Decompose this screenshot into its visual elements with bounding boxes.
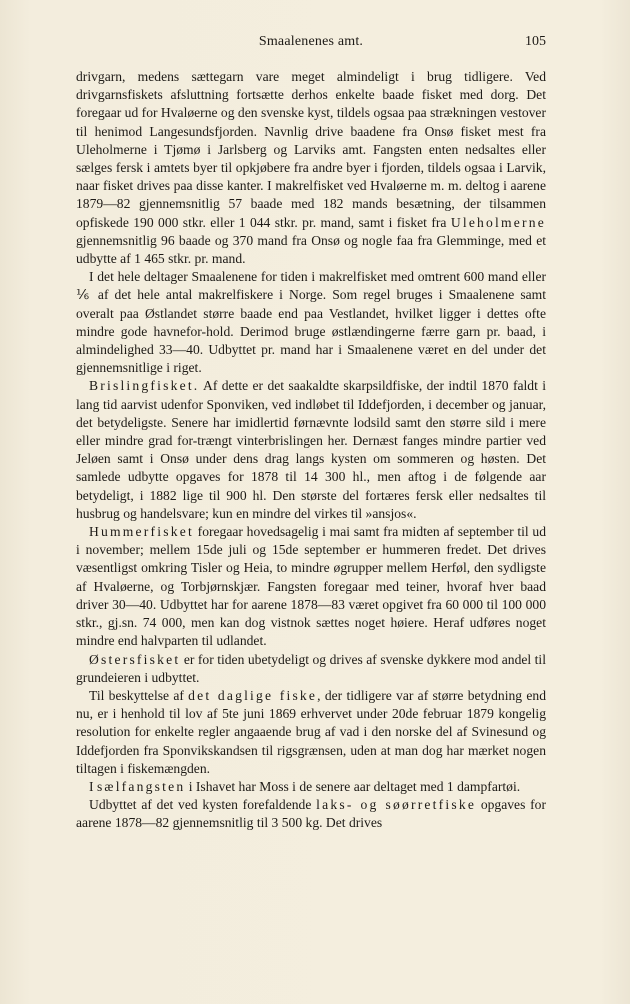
spaced-emphasis: Østersfisket xyxy=(89,651,181,667)
body-text xyxy=(76,68,546,833)
text-run: i Ishavet har Moss i de senere aar deltaget med 1 dampfartøi. xyxy=(185,778,521,794)
spaced-emphasis: Hummerfisket xyxy=(89,524,194,540)
paragraph xyxy=(76,796,546,832)
text-run: gjennemsnitlig 96 baade og 370 mand fra Onsø og nogle faa fra Glemminge, med et udbytte af 1 465 stkr. pr. mand. xyxy=(76,232,546,267)
spaced-emphasis: Brislingfisket. xyxy=(89,378,200,394)
text-run: , der tidligere var af større betydning end nu, er i henhold til lov af 5te juni 1869 erhvervet under 20de februar 1879 kongelig resolution for enkelte regler angaaende brug af vad i den norske del af Svinesund og Iddefjorden fra Sponvikskandsen til rigsgrænsen, uden at man dog har mærket nogen tiltagen i fiskemængden. xyxy=(76,687,546,776)
paragraph xyxy=(76,268,546,377)
paragraph xyxy=(76,687,546,778)
text-run: er for tiden ubetydeligt og drives af svenske dykkere mod andel til grundeieren i udbyttet. xyxy=(76,651,546,685)
spaced-emphasis: Uleholmerne xyxy=(450,214,546,230)
page-header xyxy=(76,34,546,52)
text-run: Af dette er det saakaldte skarpsildfiske, der indtil 1870 faldt i lang tid aarvist udenfor Sponviken, ved indløbet til Iddefjorden, i december og januar, det betydeligste. Senere har imidlertid førnævnte lodsild samt den større sild i mere eller mindre grad for-trængt vinterbrislingen her. Dernæst fanges mindre partier ved Jeløen samt i Onsø under dens drag langs kysten om sommeren og høsten. Det samlede udbytte opgaves for 1878 til 14 300 hl., men aftog i de følgende aar betydeligt, i 1882 lige til 900 hl. Den største del fortæres fersk eller nedsaltes til husbrug og handelsvare; kun en mindre del virkes til »ansjos«. xyxy=(76,378,546,521)
paragraph xyxy=(76,377,546,523)
text-run: drivgarn, medens sættegarn vare meget almindeligt i brug tidligere. Ved drivgarnsfiskets afsluttning fortsætte derhos enkelte baade fisket med dorg. Det foregaar ud for Hvaløerne og den svenske kyst, tildels ogsaa paa strækningen vestover til henimod Langesundsfjorden. Navnlig drive baadene fra Onsø fisket mest fra Uleholmerne i Tjømø i Jarlsberg og Larviks amt. Fangsten enten nedsaltes eller sælges fersk i amtets byer til opkjøbere fra andre byer i fjorden, tildels ogsaa i Larvik, naar fisket drives paa disse kanter. I makrelfisket ved Hvaløerne m. m. deltog i aarene 1879—82 gjennemsnitlig 57 baade med 182 mands besætning, der tilsammen opfiskede 190 000 stkr. eller 1 044 stkr. pr. mand, samt i fisket fra xyxy=(76,69,546,230)
spaced-emphasis: laks- og søørretfiske xyxy=(316,797,477,813)
paragraph xyxy=(76,68,546,268)
running-title: Smaalenenes amt. xyxy=(258,34,364,49)
page-number: 105 xyxy=(525,34,546,49)
spaced-emphasis: det daglige fiske xyxy=(188,687,318,703)
text-run: foregaar hovedsagelig i mai samt fra midten af september til ud i november; mellem 15de juli og 15de september er hummeren fredet. Det drives væsentligst omkring Tisler og Heia, to mindre øgrupper mellem Herføl, den sydligste af Hvaløerne, og Torbjørnskjær. Fangsten foregaar med teiner, hvoraf hver baad driver 30—40. Udbyttet har for aarene 1878—83 været opgivet fra 60 000 til 100 000 stkr., gj.sn. 74 000, men kan dog vistnok sættes noget høiere. Heraf udføres noget mindre end halvparten til udlandet. xyxy=(76,524,546,649)
text-run: opgaves for aarene 1878—82 gjennemsnitlig til 3 500 kg. Det drives xyxy=(76,797,546,831)
text-run: Udbyttet af det ved kysten forefaldende xyxy=(89,797,317,813)
text-run: Til beskyttelse af xyxy=(89,687,189,703)
text-run: I det hele deltager Smaalenene for tiden i makrelfisket med omtrent 600 mand eller ⅙ af det hele antal makrelfiskere i Norge. Som regel bruges i Smaalenene samt overalt paa Østlandet større baade end paa Vestlandet, hvilket ligger i dettes ofte mindre gode havnefor-hold. Derimod bruge østlændingerne færre garn pr. baad, i almindelighed 33—40. Udbyttet pr. mand har i Smaalenene været en del under det gjennemsnitlige i riget. xyxy=(76,269,546,376)
paragraph xyxy=(76,778,546,796)
paragraph xyxy=(76,651,546,687)
text-run: I xyxy=(89,778,97,794)
spaced-emphasis: sælfangsten xyxy=(96,778,186,794)
paragraph xyxy=(76,523,546,650)
